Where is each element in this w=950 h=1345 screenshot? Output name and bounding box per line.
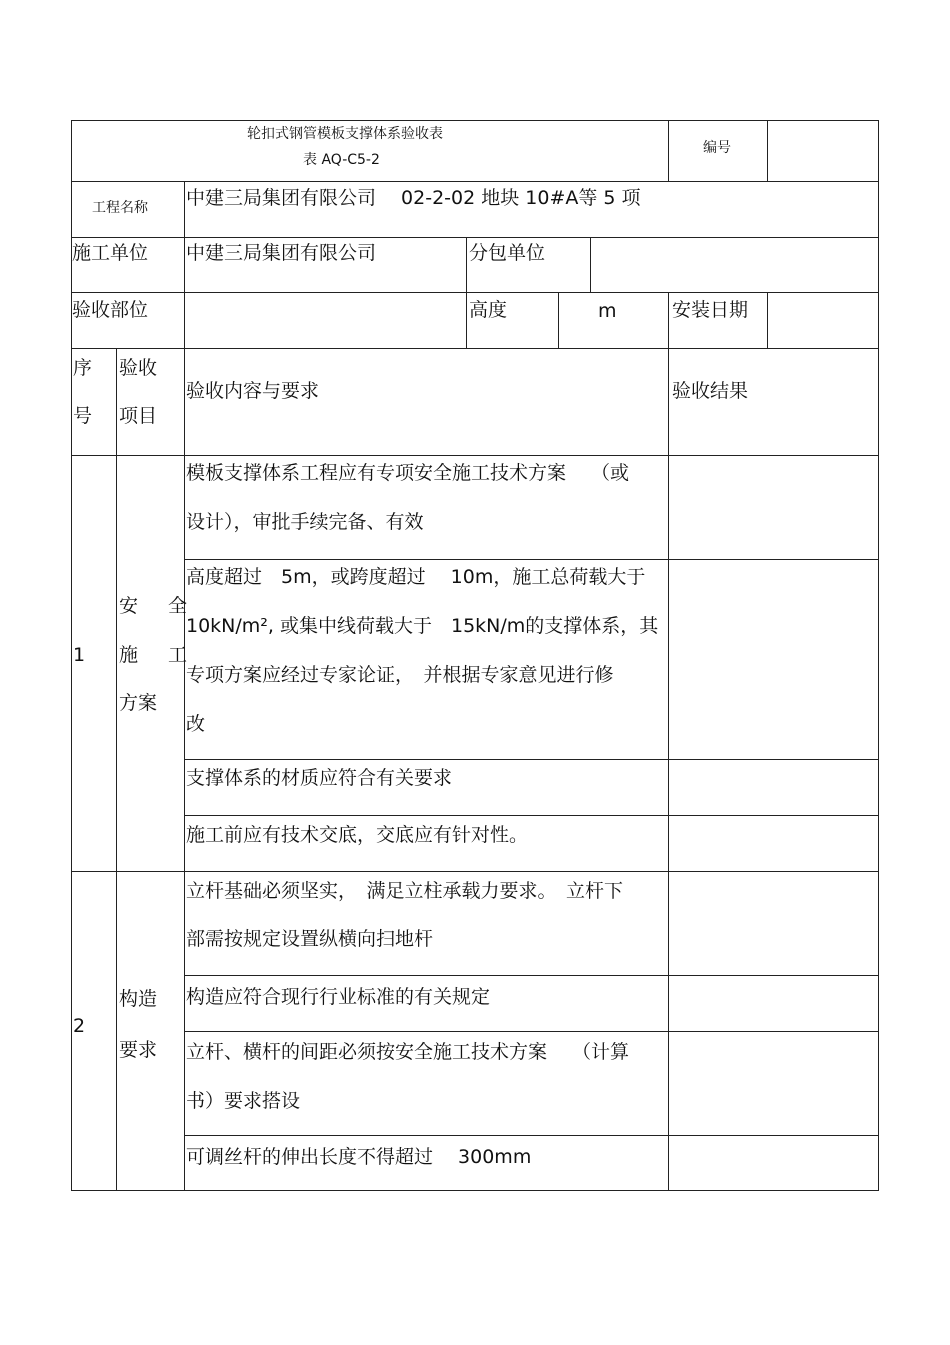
row-divider	[184, 759, 879, 760]
col-divider	[767, 120, 768, 181]
section-2-item-line: 要求	[119, 1039, 158, 1061]
row-divider	[71, 292, 879, 293]
row-divider	[184, 559, 879, 560]
section-1-item-line: 方案	[119, 692, 158, 714]
install-date-label: 安装日期	[672, 299, 749, 321]
requirement-line: 部需按规定设置纵横向扫地杆	[186, 928, 434, 950]
height-label: 高度	[469, 299, 508, 321]
requirement-line: 10kN/m², 或集中线荷载大于 15kN/m的支撑体系，其	[186, 615, 659, 637]
form-number: 表 AQ-C5-2	[303, 152, 380, 168]
requirement-line: 施工前应有技术交底，交底应有针对性。	[186, 824, 529, 846]
col-divider	[590, 237, 591, 292]
number-label: 编号	[703, 140, 731, 156]
project-name-label: 工程名称	[92, 200, 148, 216]
row-divider	[71, 348, 879, 349]
col-divider	[558, 292, 559, 348]
table-border-bottom	[71, 1190, 879, 1191]
requirement-line: 书）要求搭设	[186, 1090, 301, 1112]
form-title: 轮扣式钢管模板支撑体系验收表	[247, 126, 443, 142]
project-name-value: 中建三局集团有限公司 02-2-02 地块 10#A等 5 项	[186, 187, 641, 209]
requirement-line: 构造应符合现行行业标准的有关规定	[186, 986, 491, 1008]
subcontractor-label: 分包单位	[469, 242, 546, 264]
location-label: 验收部位	[72, 299, 149, 321]
col-divider	[116, 348, 117, 1191]
section-1-number: 1	[73, 644, 86, 666]
row-divider	[184, 1135, 879, 1136]
row-divider	[184, 975, 879, 976]
content-header: 验收内容与要求	[186, 380, 320, 402]
section-2-item-line: 构造	[119, 988, 158, 1010]
height-unit: m	[598, 300, 617, 322]
requirement-line: 立杆、横杆的间距必须按安全施工技术方案 （计算	[186, 1041, 630, 1063]
col-divider	[466, 237, 467, 348]
col-divider	[184, 181, 185, 1191]
col-divider	[668, 120, 669, 181]
section-1-item-line: 安全	[119, 595, 218, 617]
requirement-line: 专项方案应经过专家论证， 并根据专家意见进行修	[186, 664, 614, 686]
result-header: 验收结果	[672, 380, 749, 402]
requirement-line: 模板支撑体系工程应有专项安全施工技术方案 （或	[186, 462, 630, 484]
row-divider	[71, 455, 879, 456]
row-divider	[71, 237, 879, 238]
requirement-line: 支撑体系的材质应符合有关要求	[186, 767, 453, 789]
table-border-top	[71, 120, 879, 121]
requirement-line: 可调丝杆的伸出长度不得超过 300mm	[186, 1146, 532, 1168]
row-divider	[71, 181, 879, 182]
col-divider	[668, 292, 669, 1191]
table-border-left	[71, 120, 72, 1191]
row-divider	[71, 871, 879, 872]
requirement-line: 立杆基础必须坚实， 满足立柱承载力要求。 立杆下	[186, 880, 624, 902]
section-1-item-line: 施工	[119, 644, 218, 666]
seq-header-1: 序	[73, 357, 93, 379]
col-divider	[767, 292, 768, 348]
contractor-value: 中建三局集团有限公司	[186, 242, 377, 264]
section-2-number: 2	[73, 1015, 86, 1037]
requirement-line: 设计），审批手续完备、有效	[186, 511, 424, 533]
seq-header-2: 号	[73, 405, 93, 427]
item-header-2: 项目	[119, 405, 158, 427]
contractor-label: 施工单位	[72, 242, 149, 264]
requirement-line: 高度超过 5m，或跨度超过 10m，施工总荷载大于	[186, 566, 646, 588]
item-header-1: 验收	[119, 357, 158, 379]
row-divider	[184, 815, 879, 816]
requirement-line: 改	[186, 713, 206, 735]
row-divider	[184, 1031, 879, 1032]
